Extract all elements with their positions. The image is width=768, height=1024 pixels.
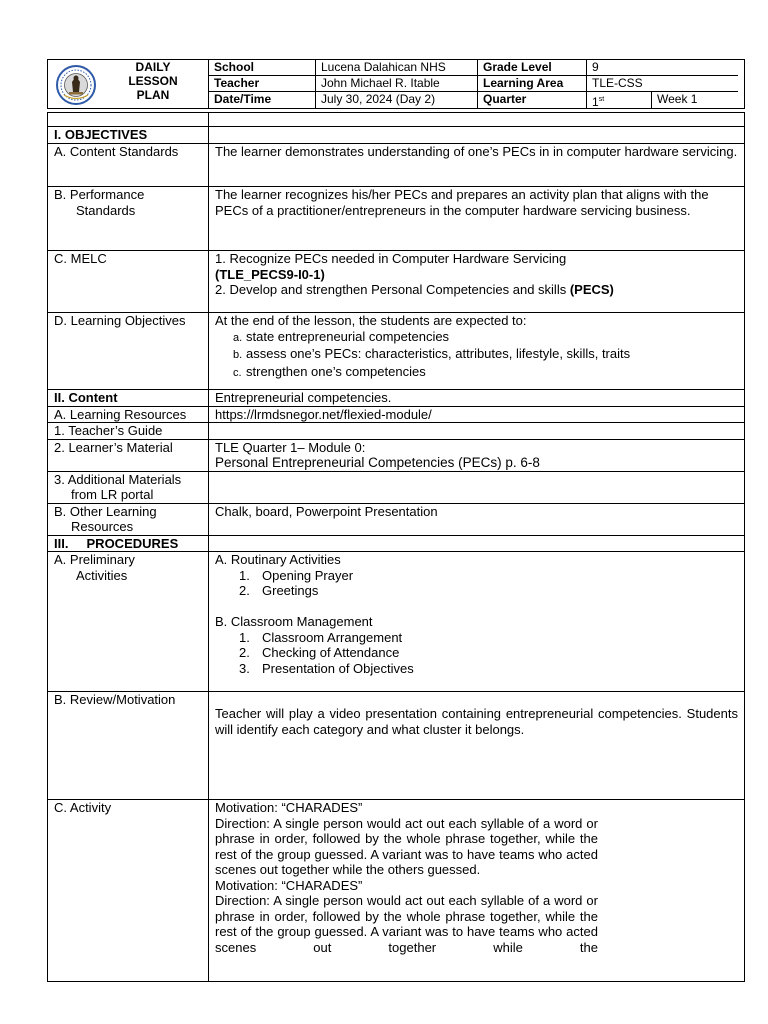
teacher-value: John Michael R. Itable [316,76,478,92]
header-title-cell [48,60,209,108]
review-motivation-row [48,692,745,800]
list-item: 1. Opening Prayer [239,568,738,584]
learning-area-value: TLE-CSS [587,76,738,92]
routinary-list [215,568,738,599]
preliminary-activities-label: A. Preliminary Activities [48,552,209,692]
school-value: Lucena Dalahican NHS [316,60,478,76]
header-block [47,59,745,109]
content-heading: II. Content [48,390,209,407]
melc-text: 1. Recognize PECs needed in Computer Hardware Servicing (TLE_PECS9-I0-1) 2. Develop and strengthen Personal Competencies and skills (PECS) [209,251,745,313]
performance-standards-text: The learner recognizes his/her PECs and prepares an activity plan that aligns with the PECs of a practitioner/entrepreneurs in the computer hardware servicing business. [209,187,745,251]
list-item: 1. Classroom Arrangement [239,630,738,646]
teachers-guide-label: 1. Teacher’s Guide [48,423,209,440]
performance-standards-row [48,187,745,251]
lesson-plan-table [47,112,745,982]
learning-resources-link[interactable]: https://lrmdsnegor.net/flexied-module/ [209,406,745,423]
content-standards-text: The learner demonstrates understanding of one’s PECs in in computer hardware servicing. [209,144,745,187]
preliminary-activities-text: A. Routinary Activities 1. Opening Prayer 2. Greetings B. Classroom Management 1. Classroom Arrangement 2. Checking of Attendance 3. Presentation of Objectives [209,552,745,692]
objectives-heading: I. OBJECTIVES [48,127,209,144]
lesson-plan-page [47,59,745,982]
learners-material-row [48,439,745,471]
learning-objectives-text: At the end of the lesson, the students are expected to: a. state entrepreneurial competencies b. assess one’s PECs: characteristics, attributes, lifestyle, skills, traits c. strengthen one’s competencies [209,313,745,390]
header-info-grid [209,60,744,108]
learning-resources-row [48,406,745,423]
teacher-label: Teacher [209,76,316,92]
list-item: b. assess one’s PECs: characteristics, attributes, lifestyle, skills, traits [233,346,738,364]
date-time-value: July 30, 2024 (Day 2) [316,92,478,108]
week-value: Week 1 [657,92,698,106]
list-item: a. state entrepreneurial competencies [233,329,738,347]
classroom-management-list [215,630,738,677]
grade-level-label: Grade Level [478,60,587,76]
additional-materials-row [48,471,745,503]
content-standards-row [48,144,745,187]
content-text: Entrepreneurial competencies. [209,390,745,407]
list-item: 2. Greetings [239,583,738,599]
learning-objectives-list [215,329,738,382]
teachers-guide-row [48,423,745,440]
spacer-row [48,113,745,127]
activity-row [48,800,745,982]
list-item: c. strengthen one’s competencies [233,364,738,382]
content-standards-label: A. Content Standards [48,144,209,187]
learners-material-label: 2. Learner’s Material [48,439,209,471]
school-label: School [209,60,316,76]
learning-area-label: Learning Area [478,76,587,92]
other-resources-text: Chalk, board, Powerpoint Presentation [209,503,745,535]
review-motivation-text: Teacher will play a video presentation containing entrepreneurial competencies. Students will identify each category and what cluster it belongs. [209,692,745,800]
activity-label: C. Activity [48,800,209,982]
melc-row [48,251,745,313]
learning-objectives-label: D. Learning Objectives [48,313,209,390]
learning-resources-label: A. Learning Resources [48,406,209,423]
procedures-section-row [48,535,745,552]
additional-materials-label: 3. Additional Materials from LR portal [48,471,209,503]
preliminary-activities-row [48,552,745,692]
quarter-label: Quarter [478,92,587,108]
quarter-value: 1st [587,92,652,108]
learners-material-text: TLE Quarter 1– Module 0: Personal Entrepreneurial Competencies (PECs) p. 6-8 [209,439,745,471]
date-time-label: Date/Time [209,92,316,108]
objectives-section-row [48,127,745,144]
performance-standards-label: B. Performance Standards [48,187,209,251]
grade-level-value: 9 [587,60,738,76]
activity-text: Motivation: “CHARADES” Direction: A single person would act out each syllable of a word or phrase in order, followed by the whole phrase together, while the rest of the group guessed. A variant was to have teams who acted scenes out together while the others guessed. Motivation: “CHARADES” Direction: A single person would act out each syllable of a word or phrase in order, followed by the whole phrase together, while the rest of the group guessed. A variant was to have teams who acted scenes out together while the [209,800,745,982]
learning-objectives-row [48,313,745,390]
review-motivation-label: B. Review/Motivation [48,692,209,800]
list-item: 3. Presentation of Objectives [239,661,738,677]
content-section-row [48,390,745,407]
other-resources-label: B. Other Learning Resources [48,503,209,535]
other-resources-row [48,503,745,535]
daily-lesson-plan-title: DAILY LESSON PLAN [128,60,178,102]
school-seal-icon [56,65,96,105]
procedures-heading: III. PROCEDURES [48,535,209,552]
melc-label: C. MELC [48,251,209,313]
list-item: 2. Checking of Attendance [239,645,738,661]
